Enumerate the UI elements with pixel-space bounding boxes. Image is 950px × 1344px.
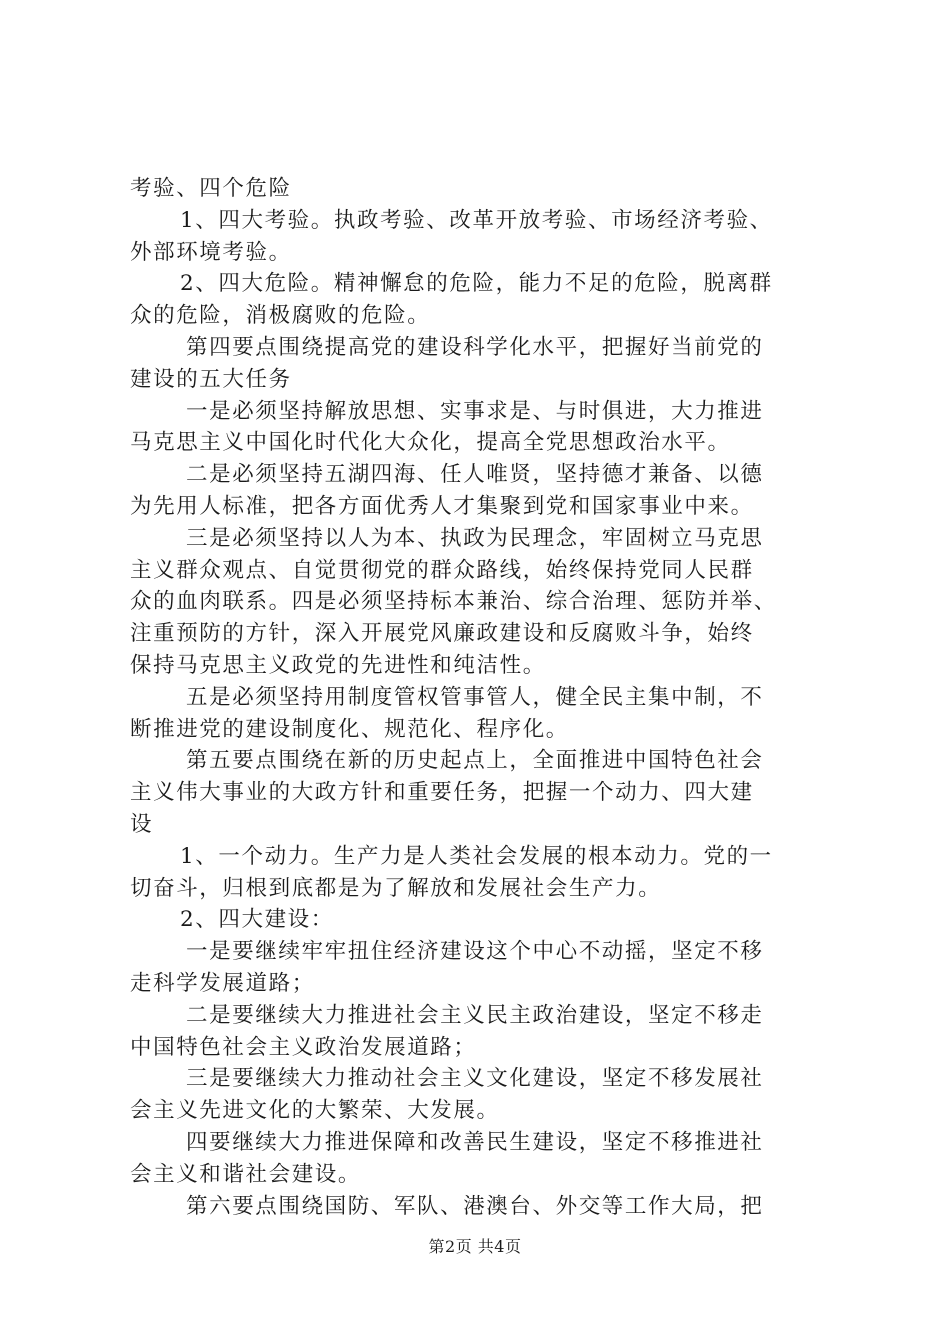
text-line: 众的血肉联系。四是必须坚持标本兼治、综合治理、惩防并举、	[130, 589, 777, 615]
text-line: 马克思主义中国化时代化大众化，提高全党思想政治水平。	[130, 430, 731, 456]
text-line: 一是必须坚持解放思想、实事求是、与时俱进，大力推进	[186, 398, 764, 424]
text-line: 注重预防的方针，深入开展党风廉政建设和反腐败斗争，始终	[130, 621, 754, 647]
text-line: 外部环境考验。	[130, 239, 292, 265]
text-line: 1、四大考验。执政考验、改革开放考验、市场经济考验、	[180, 207, 773, 233]
text-line: 考验、四个危险	[130, 176, 292, 201]
text-line: 断推进党的建设制度化、规范化、程序化。	[130, 716, 569, 742]
text-line: 二是要继续大力推进社会主义民主政治建设，坚定不移走	[186, 1002, 764, 1028]
text-line: 2、四大建设：	[180, 907, 334, 933]
text-line: 三是必须坚持以人为本、执政为民理念，牢固树立马克思	[186, 525, 764, 551]
text-line: 主义群众观点、自觉贯彻党的群众路线，始终保持党同人民群	[130, 557, 754, 583]
page-number-footer: 第2页 共4页	[428, 1237, 522, 1256]
text-line: 四要继续大力推进保障和改善民生建设，坚定不移推进社	[186, 1129, 764, 1155]
body-text	[130, 173, 830, 1222]
text-line: 建设的五大任务	[130, 366, 292, 392]
text-line: 1、一个动力。生产力是人类社会发展的根本动力。党的一	[180, 843, 773, 869]
text-line: 2、四大危险。精神懈怠的危险，能力不足的危险，脱离群	[180, 271, 773, 297]
text-line: 保持马克思主义政党的先进性和纯洁性。	[130, 652, 546, 678]
text-line: 第四要点围绕提高党的建设科学化水平，把握好当前党的	[186, 334, 764, 360]
text-line: 第六要点围绕国防、军队、港澳台、外交等工作大局，把	[186, 1193, 764, 1219]
text-line: 会主义先进文化的大繁荣、大发展。	[130, 1098, 500, 1124]
text-line: 中国特色社会主义政治发展道路；	[130, 1034, 477, 1060]
text-line: 三是要继续大力推动社会主义文化建设，坚定不移发展社	[186, 1066, 764, 1092]
text-line: 切奋斗，归根到底都是为了解放和发展社会生产力。	[130, 875, 662, 901]
text-line: 设	[130, 811, 154, 837]
text-line: 主义伟大事业的大政方针和重要任务，把握一个动力、四大建	[130, 780, 754, 806]
text-line: 走科学发展道路；	[130, 970, 315, 996]
text-line: 会主义和谐社会建设。	[130, 1161, 362, 1187]
text-line: 众的危险，消极腐败的危险。	[130, 303, 431, 329]
text-line: 为先用人标准，把各方面优秀人才集聚到党和国家事业中来。	[130, 493, 754, 519]
text-line: 一是要继续牢牢扭住经济建设这个中心不动摇，坚定不移	[186, 939, 764, 965]
text-line: 二是必须坚持五湖四海、任人唯贤，坚持德才兼备、以德	[186, 462, 764, 488]
text-line: 五是必须坚持用制度管权管事管人，健全民主集中制，不	[186, 684, 764, 710]
text-line: 第五要点围绕在新的历史起点上，全面推进中国特色社会	[186, 748, 764, 774]
